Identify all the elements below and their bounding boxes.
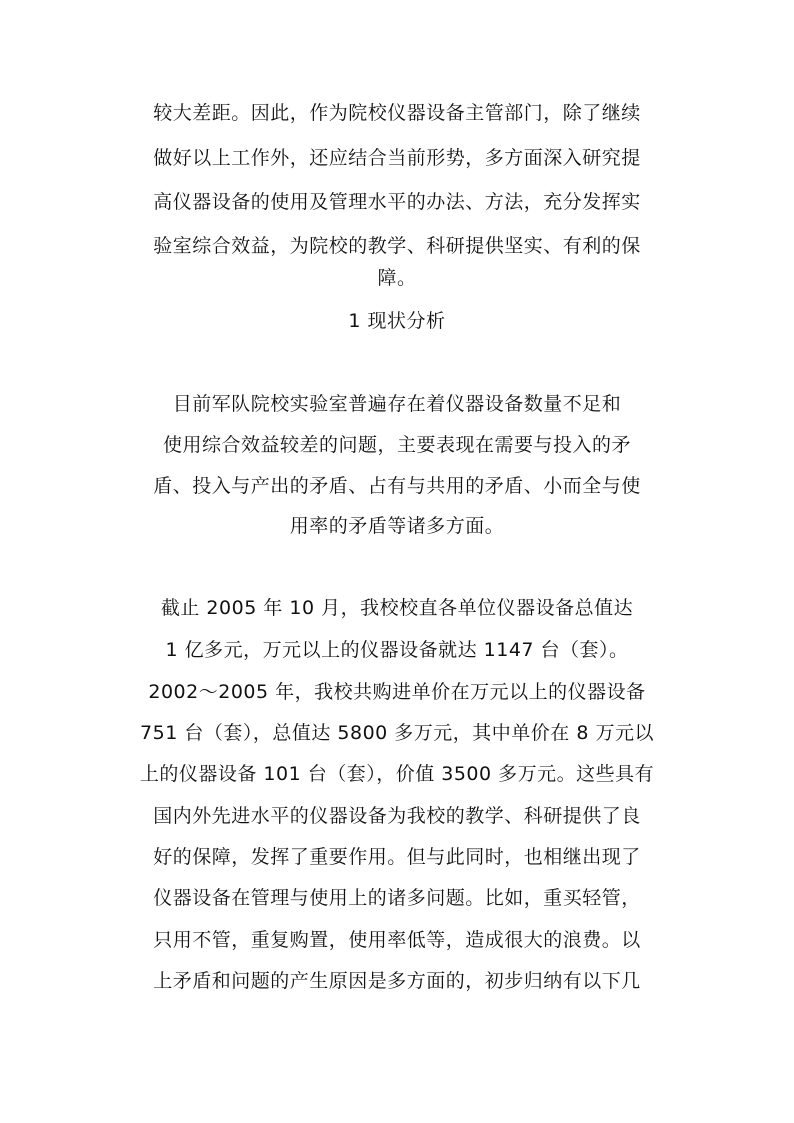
paragraph-3-line-7: 好的保障，发挥了重要作用。但与此同时，也相继出现了 — [153, 846, 641, 868]
paragraph-2-line-1: 目前军队院校实验室普遍存在着仪器设备数量不足和 — [172, 393, 622, 415]
paragraph-1-line-3: 高仪器设备的使用及管理水平的办法、方法，充分发挥实 — [153, 191, 641, 213]
paragraph-3-line-5: 上的仪器设备 101 台（套），价值 3500 多万元。这些具有 — [139, 763, 655, 785]
paragraph-3-line-6: 国内外先进水平的仪器设备为我校的教学、科研提供了良 — [153, 805, 641, 827]
paragraph-3-line-3: 2002～2005 年，我校共购进单价在万元以上的仪器设备 — [148, 681, 646, 703]
paragraph-2-line-4: 用率的矛盾等诸多方面。 — [289, 515, 505, 537]
section-heading: 1 现状分析 — [348, 310, 446, 332]
paragraph-3-line-10: 上矛盾和问题的产生原因是多方面的，初步归纳有以下几 — [153, 970, 641, 992]
paragraph-2-line-3: 盾、投入与产出的矛盾、占有与共用的矛盾、小而全与使 — [153, 475, 641, 497]
paragraph-3-line-2: 1 亿多元，万元以上的仪器设备就达 1147 台（套）。 — [165, 639, 629, 661]
paragraph-3-line-1: 截止 2005 年 10 月，我校校直各单位仪器设备总值达 — [160, 597, 634, 619]
paragraph-1-line-5: 障。 — [377, 267, 417, 289]
paragraph-3-line-9: 只用不管，重复购置，使用率低等，造成很大的浪费。以 — [153, 929, 641, 951]
paragraph-3-line-4: 751 台（套），总值达 5800 多万元，其中单价在 8 万元以 — [140, 722, 654, 744]
paragraph-1-line-2: 做好以上工作外，还应结合当前形势，多方面深入研究提 — [153, 147, 641, 169]
paragraph-1-line-1: 较大差距。因此，作为院校仪器设备主管部门，除了继续 — [153, 102, 641, 124]
paragraph-1-line-4: 验室综合效益，为院校的教学、科研提供坚实、有利的保 — [153, 235, 641, 257]
paragraph-3-line-8: 仪器设备在管理与使用上的诸多问题。比如，重买轻管， — [153, 887, 641, 909]
paragraph-2-line-2: 使用综合效益较差的问题，主要表现在需要与投入的矛 — [162, 434, 631, 456]
